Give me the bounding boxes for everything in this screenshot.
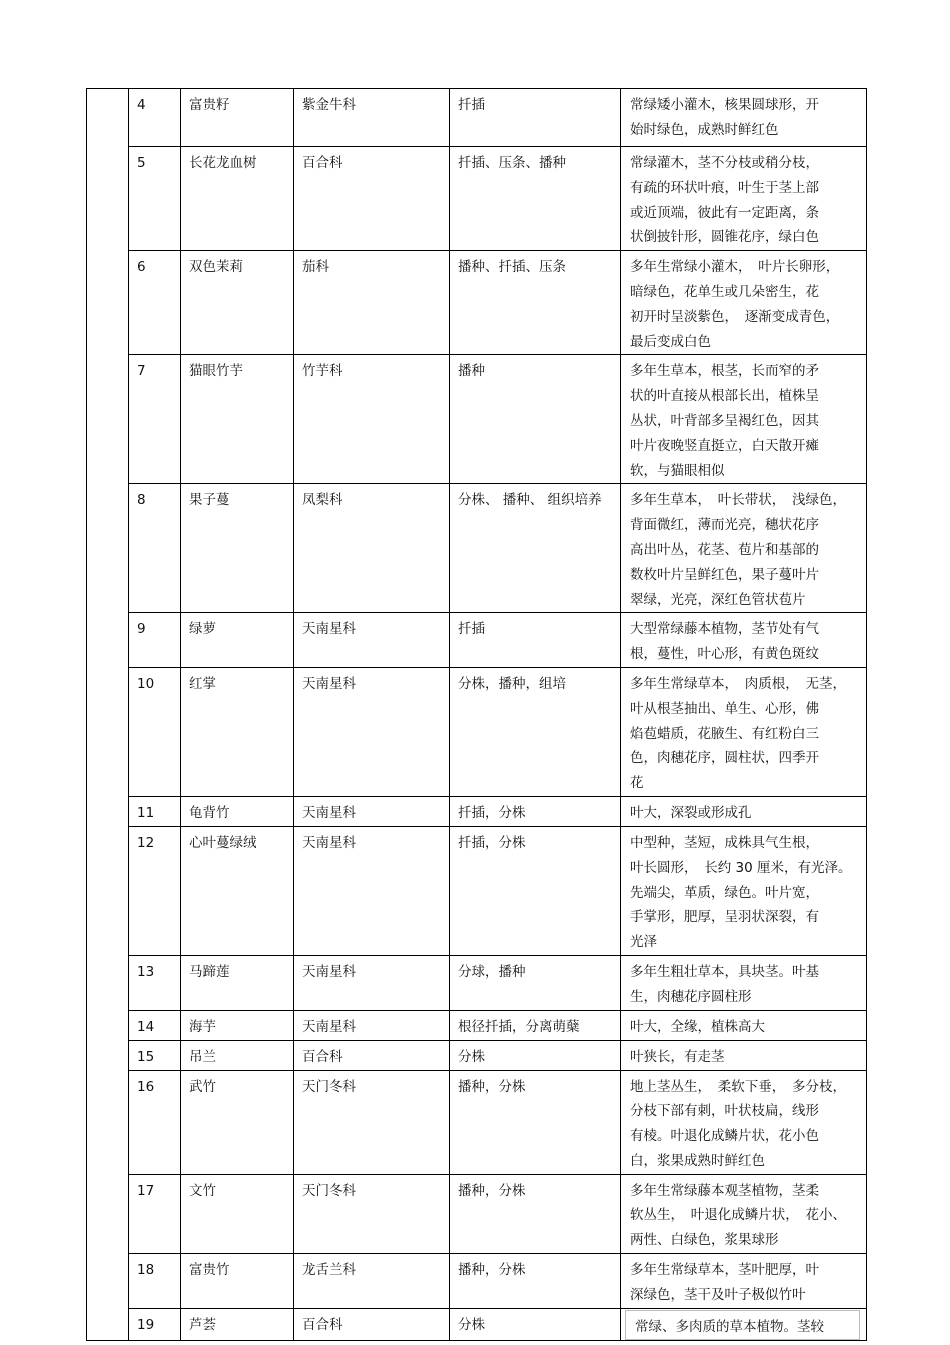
propagation-method-cell (450, 1070, 621, 1174)
plant-family: 天门冬科 (302, 1182, 356, 1199)
row-number: 15 (137, 1048, 155, 1065)
propagation-method-cell (450, 355, 621, 484)
plant-family: 天南星科 (302, 804, 356, 821)
plant-family: 百合科 (302, 1316, 343, 1333)
description-line: 两性、白绿色，浆果球形 (630, 1232, 779, 1249)
description (621, 1175, 866, 1253)
description-line: 有疏的环状叶痕，叶生于茎上部 (630, 179, 819, 196)
propagation-method: 分株 (458, 1316, 485, 1333)
description-line: 先端尖，革质，绿色。叶片宽， (630, 884, 819, 901)
description-line: 叶大，深裂或形成孔 (630, 804, 752, 821)
description-cell (621, 484, 867, 613)
plant-name: 文竹 (189, 1182, 216, 1199)
row-number: 5 (137, 155, 146, 171)
description-line: 始时绿色，成熟时鲜红色 (630, 121, 779, 138)
table-row (87, 1070, 867, 1174)
plant-family: 天南星科 (302, 1018, 356, 1035)
row-number-cell (129, 796, 181, 826)
description-line: 软丛生， 叶退化成鳞片状， 花小、 (630, 1207, 846, 1224)
table-row (87, 355, 867, 484)
description-line: 软，与猫眼相似 (630, 462, 725, 479)
row-number-cell (129, 826, 181, 955)
table-row (87, 667, 867, 796)
description (621, 668, 866, 796)
description (621, 355, 866, 483)
row-number: 13 (137, 963, 155, 980)
table-row (87, 1040, 867, 1070)
description-line: 叶片夜晚竖直挺立，白天散开瘫 (630, 437, 819, 454)
description-line: 焰苞蜡质，花腋生、有红粉白三 (630, 725, 819, 742)
plant-family: 天门冬科 (302, 1078, 356, 1095)
description-line: 色，肉穗花序，圆柱状，四季开 (630, 750, 819, 767)
plant-family: 天南星科 (302, 675, 356, 692)
description-cell (621, 147, 867, 251)
description-line: 或近顶端，彼此有一定距离，条 (630, 204, 819, 221)
plant-table-page (86, 88, 866, 1335)
description-line: 多年生常绿藤本观茎植物，茎柔 (630, 1182, 819, 1199)
propagation-method: 播种，分株 (458, 1262, 526, 1279)
description (621, 1041, 866, 1070)
row-number: 6 (137, 259, 146, 276)
plant-name-cell (181, 613, 294, 668)
table-row (87, 1010, 867, 1040)
propagation-method-cell (450, 1010, 621, 1040)
row-number: 19 (137, 1316, 155, 1333)
plant-family-cell (294, 1070, 450, 1174)
propagation-method: 分球，播种 (458, 963, 526, 980)
propagation-method-cell (450, 613, 621, 668)
plant-name: 心叶蔓绿绒 (189, 834, 257, 851)
description-cell (621, 251, 867, 355)
description-line: 深绿色，茎干及叶子极似竹叶 (630, 1286, 806, 1303)
description (621, 1254, 866, 1308)
row-number-cell (129, 667, 181, 796)
description-line: 多年生草本， 叶长带状， 浅绿色， (630, 492, 846, 509)
description-line: 高出叶丛，花茎、苞片和基部的 (630, 541, 819, 558)
description-cell (621, 1010, 867, 1040)
description (621, 147, 866, 250)
plant-family-cell (294, 355, 450, 484)
plant-family: 天南星科 (302, 963, 356, 980)
row-number-cell (129, 613, 181, 668)
description (621, 827, 866, 955)
description (621, 484, 866, 612)
row-number: 9 (137, 621, 146, 638)
table-row (87, 484, 867, 613)
plant-name-cell (181, 955, 294, 1010)
plant-family-cell (294, 826, 450, 955)
description-line: 白，浆果成熟时鲜红色 (630, 1152, 765, 1169)
description-cell (621, 1040, 867, 1070)
row-number-cell (129, 1010, 181, 1040)
row-number-cell (129, 251, 181, 355)
plant-table (86, 88, 867, 1341)
propagation-method: 分株、 播种、 组织培养 (458, 492, 602, 509)
plant-family-cell (294, 251, 450, 355)
description-line: 生，肉穗花序圆柱形 (630, 988, 752, 1005)
table-row (87, 613, 867, 668)
description-cell (621, 89, 867, 147)
plant-name: 果子蔓 (189, 492, 230, 509)
description (621, 1071, 866, 1174)
description (621, 89, 866, 143)
propagation-method: 播种 (458, 363, 485, 380)
plant-family: 凤梨科 (302, 492, 343, 509)
propagation-method-cell (450, 89, 621, 147)
row-number-cell (129, 147, 181, 251)
plant-name-cell (181, 1070, 294, 1174)
plant-name-cell (181, 484, 294, 613)
description-cell (621, 613, 867, 668)
description-line: 多年生常绿草本，茎叶肥厚，叶 (630, 1262, 819, 1279)
description-line: 常绿、多肉质的草本植物。茎较 (635, 1318, 824, 1335)
plant-name-cell (181, 667, 294, 796)
plant-family-cell (294, 147, 450, 251)
description-line: 背面微红，薄而光亮，穗状花序 (630, 517, 819, 534)
plant-name-cell (181, 1010, 294, 1040)
propagation-method: 播种，分株 (458, 1078, 526, 1095)
description-line: 翠绿，光亮，深红色管状苞片 (630, 591, 806, 608)
row-number: 7 (137, 363, 146, 380)
propagation-method-cell (450, 1254, 621, 1309)
description-line: 数枚叶片呈鲜红色，果子蔓叶片 (630, 566, 819, 583)
propagation-method: 扦插、压条、播种 (458, 155, 566, 171)
description-line: 地上茎丛生， 柔软下垂， 多分枝， (630, 1078, 846, 1095)
description-cell (621, 1070, 867, 1174)
propagation-method-cell (450, 826, 621, 955)
description-line: 状倒披针形，圆锥花序，绿白色 (630, 229, 819, 246)
propagation-method: 扦插，分株 (458, 804, 526, 821)
plant-name: 红掌 (189, 675, 216, 692)
description-line: 暗绿色，花单生或几朵密生，花 (630, 283, 819, 300)
propagation-method-cell (450, 955, 621, 1010)
description-line: 手掌形，肥厚，呈羽状深裂，有 (630, 909, 819, 926)
row-number-cell (129, 1254, 181, 1309)
propagation-method: 播种、扦插、压条 (458, 259, 566, 276)
plant-family: 天南星科 (302, 621, 356, 638)
plant-name: 吊兰 (189, 1048, 216, 1065)
propagation-method: 分株 (458, 1048, 485, 1065)
row-number: 14 (137, 1018, 155, 1035)
plant-name: 马蹄莲 (189, 963, 230, 980)
left-margin-cell (87, 89, 129, 1341)
description-cell (621, 826, 867, 955)
description (621, 1011, 866, 1040)
table-row (87, 147, 867, 251)
plant-name-cell (181, 796, 294, 826)
description-line: 分枝下部有刺，叶状枝扁，线形 (630, 1103, 819, 1120)
description-cell (621, 955, 867, 1010)
plant-name: 武竹 (189, 1078, 216, 1095)
table-row (87, 1174, 867, 1253)
description (621, 797, 866, 826)
plant-family-cell (294, 796, 450, 826)
plant-name: 双色茉莉 (189, 259, 243, 276)
description-line: 大型常绿藤本植物，茎节处有气 (630, 621, 819, 638)
plant-name-cell (181, 1040, 294, 1070)
plant-family: 茄科 (302, 259, 329, 276)
row-number: 4 (137, 97, 146, 113)
row-number: 17 (137, 1182, 155, 1199)
description-cell (621, 667, 867, 796)
description-cell (621, 355, 867, 484)
row-number-cell (129, 89, 181, 147)
propagation-method: 播种，分株 (458, 1182, 526, 1199)
description-line: 常绿矮小灌木，核果圆球形，开 (630, 97, 819, 113)
propagation-method: 根径扦插，分离萌蘖 (458, 1018, 580, 1035)
plant-family-cell (294, 484, 450, 613)
description-cell (621, 1254, 867, 1309)
propagation-method-cell (450, 251, 621, 355)
plant-family: 紫金牛科 (302, 97, 356, 113)
plant-family-cell (294, 89, 450, 147)
description-line: 花 (630, 775, 644, 792)
plant-name: 海芋 (189, 1018, 216, 1035)
plant-name-cell (181, 89, 294, 147)
row-number-cell (129, 1070, 181, 1174)
row-number-cell (129, 955, 181, 1010)
description-line: 丛状，叶背部多呈褐红色，因其 (630, 412, 819, 429)
propagation-method-cell (450, 1040, 621, 1070)
table-row (87, 826, 867, 955)
propagation-method-cell (450, 484, 621, 613)
plant-family: 百合科 (302, 155, 343, 171)
plant-family: 天南星科 (302, 834, 356, 851)
plant-family-cell (294, 1254, 450, 1309)
plant-name-cell (181, 251, 294, 355)
description-line: 根，蔓性，叶心形，有黄色斑纹 (630, 646, 819, 663)
plant-family-cell (294, 613, 450, 668)
row-number: 11 (137, 804, 155, 821)
propagation-method-cell (450, 796, 621, 826)
table-row (87, 251, 867, 355)
description-line: 多年生常绿小灌木， 叶片长卵形， (630, 259, 840, 276)
row-number: 18 (137, 1262, 155, 1279)
description-line: 叶狭长，有走茎 (630, 1048, 725, 1065)
propagation-method-cell (450, 147, 621, 251)
description-line: 多年生草本，根茎，长而窄的矛 (630, 363, 819, 380)
description-line: 有棱。叶退化成鳞片状，花小色 (630, 1128, 819, 1145)
row-number-cell (129, 484, 181, 613)
description-line: 多年生常绿草本， 肉质根， 无茎， (630, 675, 846, 692)
plant-name: 富贵籽 (189, 97, 230, 113)
description-line: 初开时呈淡紫色， 逐渐变成青色， (630, 308, 840, 325)
plant-family: 百合科 (302, 1048, 343, 1065)
row-number: 8 (137, 492, 146, 509)
plant-family-cell (294, 955, 450, 1010)
propagation-method: 分株，播种，组培 (458, 675, 566, 692)
description-line: 中型种，茎短，成株具气生根， (630, 834, 819, 851)
description-cell (621, 1174, 867, 1253)
table-row (87, 89, 867, 147)
description-line: 叶大，全缘，植株高大 (630, 1018, 765, 1035)
propagation-method: 扦插 (458, 621, 485, 638)
propagation-method-cell (450, 1174, 621, 1253)
plant-name-cell (181, 1174, 294, 1253)
plant-name: 龟背竹 (189, 804, 230, 821)
description-line: 最后变成白色 (630, 333, 711, 350)
plant-name: 富贵竹 (189, 1262, 230, 1279)
plant-family-cell (294, 667, 450, 796)
propagation-method: 扦插，分株 (458, 834, 526, 851)
plant-family-cell (294, 1040, 450, 1070)
propagation-method: 扦插 (458, 97, 485, 113)
plant-name: 芦荟 (189, 1316, 216, 1333)
plant-name-cell (181, 355, 294, 484)
description-cell (621, 1308, 867, 1341)
plant-family: 龙舌兰科 (302, 1262, 356, 1279)
plant-name: 长花龙血树 (189, 155, 257, 171)
plant-name-cell (181, 1254, 294, 1309)
description (621, 613, 866, 667)
plant-name: 绿萝 (189, 621, 216, 638)
table-row (87, 796, 867, 826)
description-line: 常绿灌木，茎不分枝或稍分枝， (630, 155, 819, 171)
row-number: 16 (137, 1078, 155, 1095)
description-line: 多年生粗壮草本，具块茎。叶基 (630, 963, 819, 980)
row-number: 10 (137, 675, 155, 692)
plant-name-cell (181, 147, 294, 251)
description (621, 956, 866, 1010)
description (621, 251, 866, 354)
description-cell (621, 796, 867, 826)
row-number-cell (129, 1308, 181, 1341)
plant-family-cell (294, 1010, 450, 1040)
description-line: 状的叶直接从根部长出，植株呈 (630, 388, 819, 405)
plant-name: 猫眼竹芋 (189, 363, 243, 380)
table-row (87, 955, 867, 1010)
table-row (87, 1254, 867, 1309)
description-line: 光泽 (630, 934, 657, 951)
propagation-method-cell (450, 667, 621, 796)
plant-name-cell (181, 1308, 294, 1341)
propagation-method-cell (450, 1308, 621, 1341)
plant-name-cell (181, 826, 294, 955)
plant-family: 竹芋科 (302, 363, 343, 380)
row-number-cell (129, 1040, 181, 1070)
table-row (87, 1308, 867, 1341)
row-number: 12 (137, 834, 155, 851)
plant-family-cell (294, 1174, 450, 1253)
row-number-cell (129, 1174, 181, 1253)
plant-family-cell (294, 1308, 450, 1341)
description (625, 1310, 860, 1341)
description-line: 叶从根茎抽出、单生、心形，佛 (630, 700, 819, 717)
row-number-cell (129, 355, 181, 484)
description-line: 叶长圆形， 长约 30 厘米，有光泽。 (630, 859, 852, 876)
